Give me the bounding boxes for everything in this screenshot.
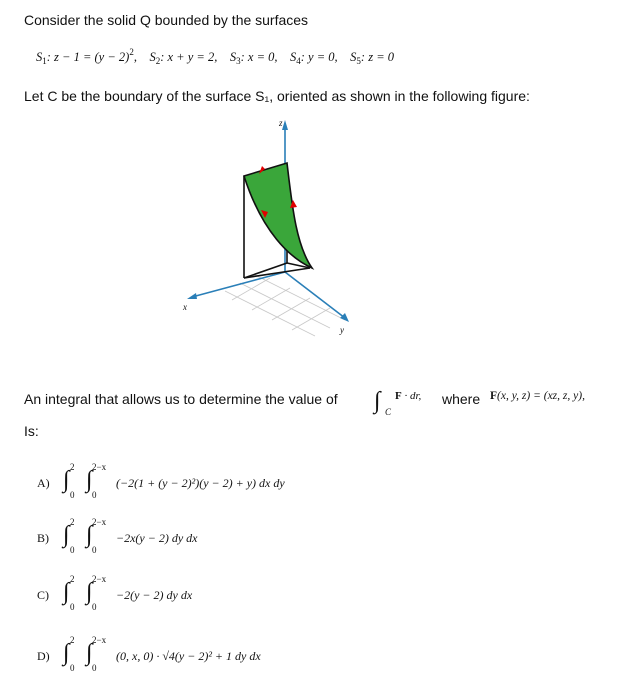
option-c[interactable] (0, 574, 634, 627)
s4-label: $S_4$ (290, 50, 301, 66)
floor-grid (225, 275, 345, 336)
outer-lower-limit: 0 (70, 602, 75, 612)
inner-upper-limit: 2−x (92, 517, 107, 527)
inner-lower-limit: 0 (92, 545, 97, 555)
surface-s1 (244, 163, 312, 268)
option-d[interactable] (0, 635, 634, 688)
option-integrand: −2(y − 2) dy dx (116, 588, 193, 602)
question-text: An integral that allows us to determine the value of (24, 391, 338, 407)
x-axis-arrowhead (187, 293, 197, 299)
s5-label: $S_5$ (350, 50, 361, 66)
x-axis-label: x (183, 302, 187, 312)
inner-integral-sign: ∫ (86, 579, 93, 605)
option-label: C) (37, 588, 49, 602)
integrand-f-dr: F · dr, (395, 390, 422, 402)
integral-subscript-c: C (385, 407, 392, 417)
line-integral: ∫ (374, 388, 381, 414)
s1-equation: : z − 1 = (y − 2) (46, 50, 130, 64)
inner-upper-limit: 2−x (92, 462, 107, 472)
outer-upper-limit: 2 (70, 462, 75, 472)
is-text: Is: (24, 423, 39, 439)
option-a[interactable] (0, 462, 634, 515)
x-axis-line (192, 272, 285, 297)
s3-equation: : x = 0, (240, 50, 278, 64)
inner-upper-limit: 2−x (92, 635, 107, 645)
y-axis-label: y (340, 325, 344, 335)
outer-upper-limit: 2 (70, 517, 75, 527)
inner-upper-limit: 2−x (92, 574, 107, 584)
option-label: B) (37, 531, 49, 545)
s3-label: $S_3$ (229, 50, 241, 66)
option-integrand: −2x(y − 2) dy dx (116, 531, 198, 545)
field-definition: F(x, y, z) = (xz, z, y), (490, 390, 585, 402)
where-text: where (442, 391, 481, 407)
inner-lower-limit: 0 (92, 663, 97, 673)
outer-upper-limit: 2 (70, 574, 75, 584)
z-axis-label: z (279, 118, 283, 128)
option-integrand: (−2(1 + (y − 2)²)(y − 2) + y) dx dy (116, 476, 285, 490)
outer-upper-limit: 2 (70, 635, 75, 645)
s4-equation: : y = 0, (300, 50, 338, 64)
s2-label: $S_2$ (149, 50, 161, 66)
outer-integral-sign: ∫ (63, 579, 70, 605)
inner-lower-limit: 0 (92, 490, 97, 500)
s5-equation: : z = 0 (360, 50, 395, 64)
outer-lower-limit: 0 (70, 545, 75, 555)
option-b[interactable] (0, 517, 634, 570)
outer-integral-sign: ∫ (63, 640, 70, 666)
s2-equation: : x + y = 2, (160, 50, 218, 64)
inner-lower-limit: 0 (92, 602, 97, 612)
outer-integral-sign: ∫ (63, 522, 70, 548)
inner-integral-sign: ∫ (86, 522, 93, 548)
option-label: D) (37, 649, 50, 663)
outer-lower-limit: 0 (70, 490, 75, 500)
outer-integral-sign: ∫ (63, 467, 70, 493)
outer-lower-limit: 0 (70, 663, 75, 673)
surfaces-equations: $S_1$: $z - 1 = (y - 2)^2$, $S_2$: x + y = 2, $S_3$: x = 0, $S_4$: y = 0, $S_5$: z = 0 (36, 47, 395, 66)
intro-text: Consider the solid Q bounded by the surfaces (24, 12, 309, 28)
inner-integral-sign: ∫ (86, 640, 93, 666)
boundary-text: Let C be the boundary of the surface S₁, oriented as shown in the following figure: (24, 88, 530, 104)
inner-integral-sign: ∫ (86, 467, 93, 493)
option-integrand: (0, x, 0) · √4(y − 2)² + 1 dy dx (116, 649, 261, 663)
y-axis-line (285, 272, 345, 318)
option-label: A) (37, 476, 50, 490)
s1-exponent: 2 (129, 47, 134, 57)
s1-label: $S_1$ (36, 50, 47, 66)
